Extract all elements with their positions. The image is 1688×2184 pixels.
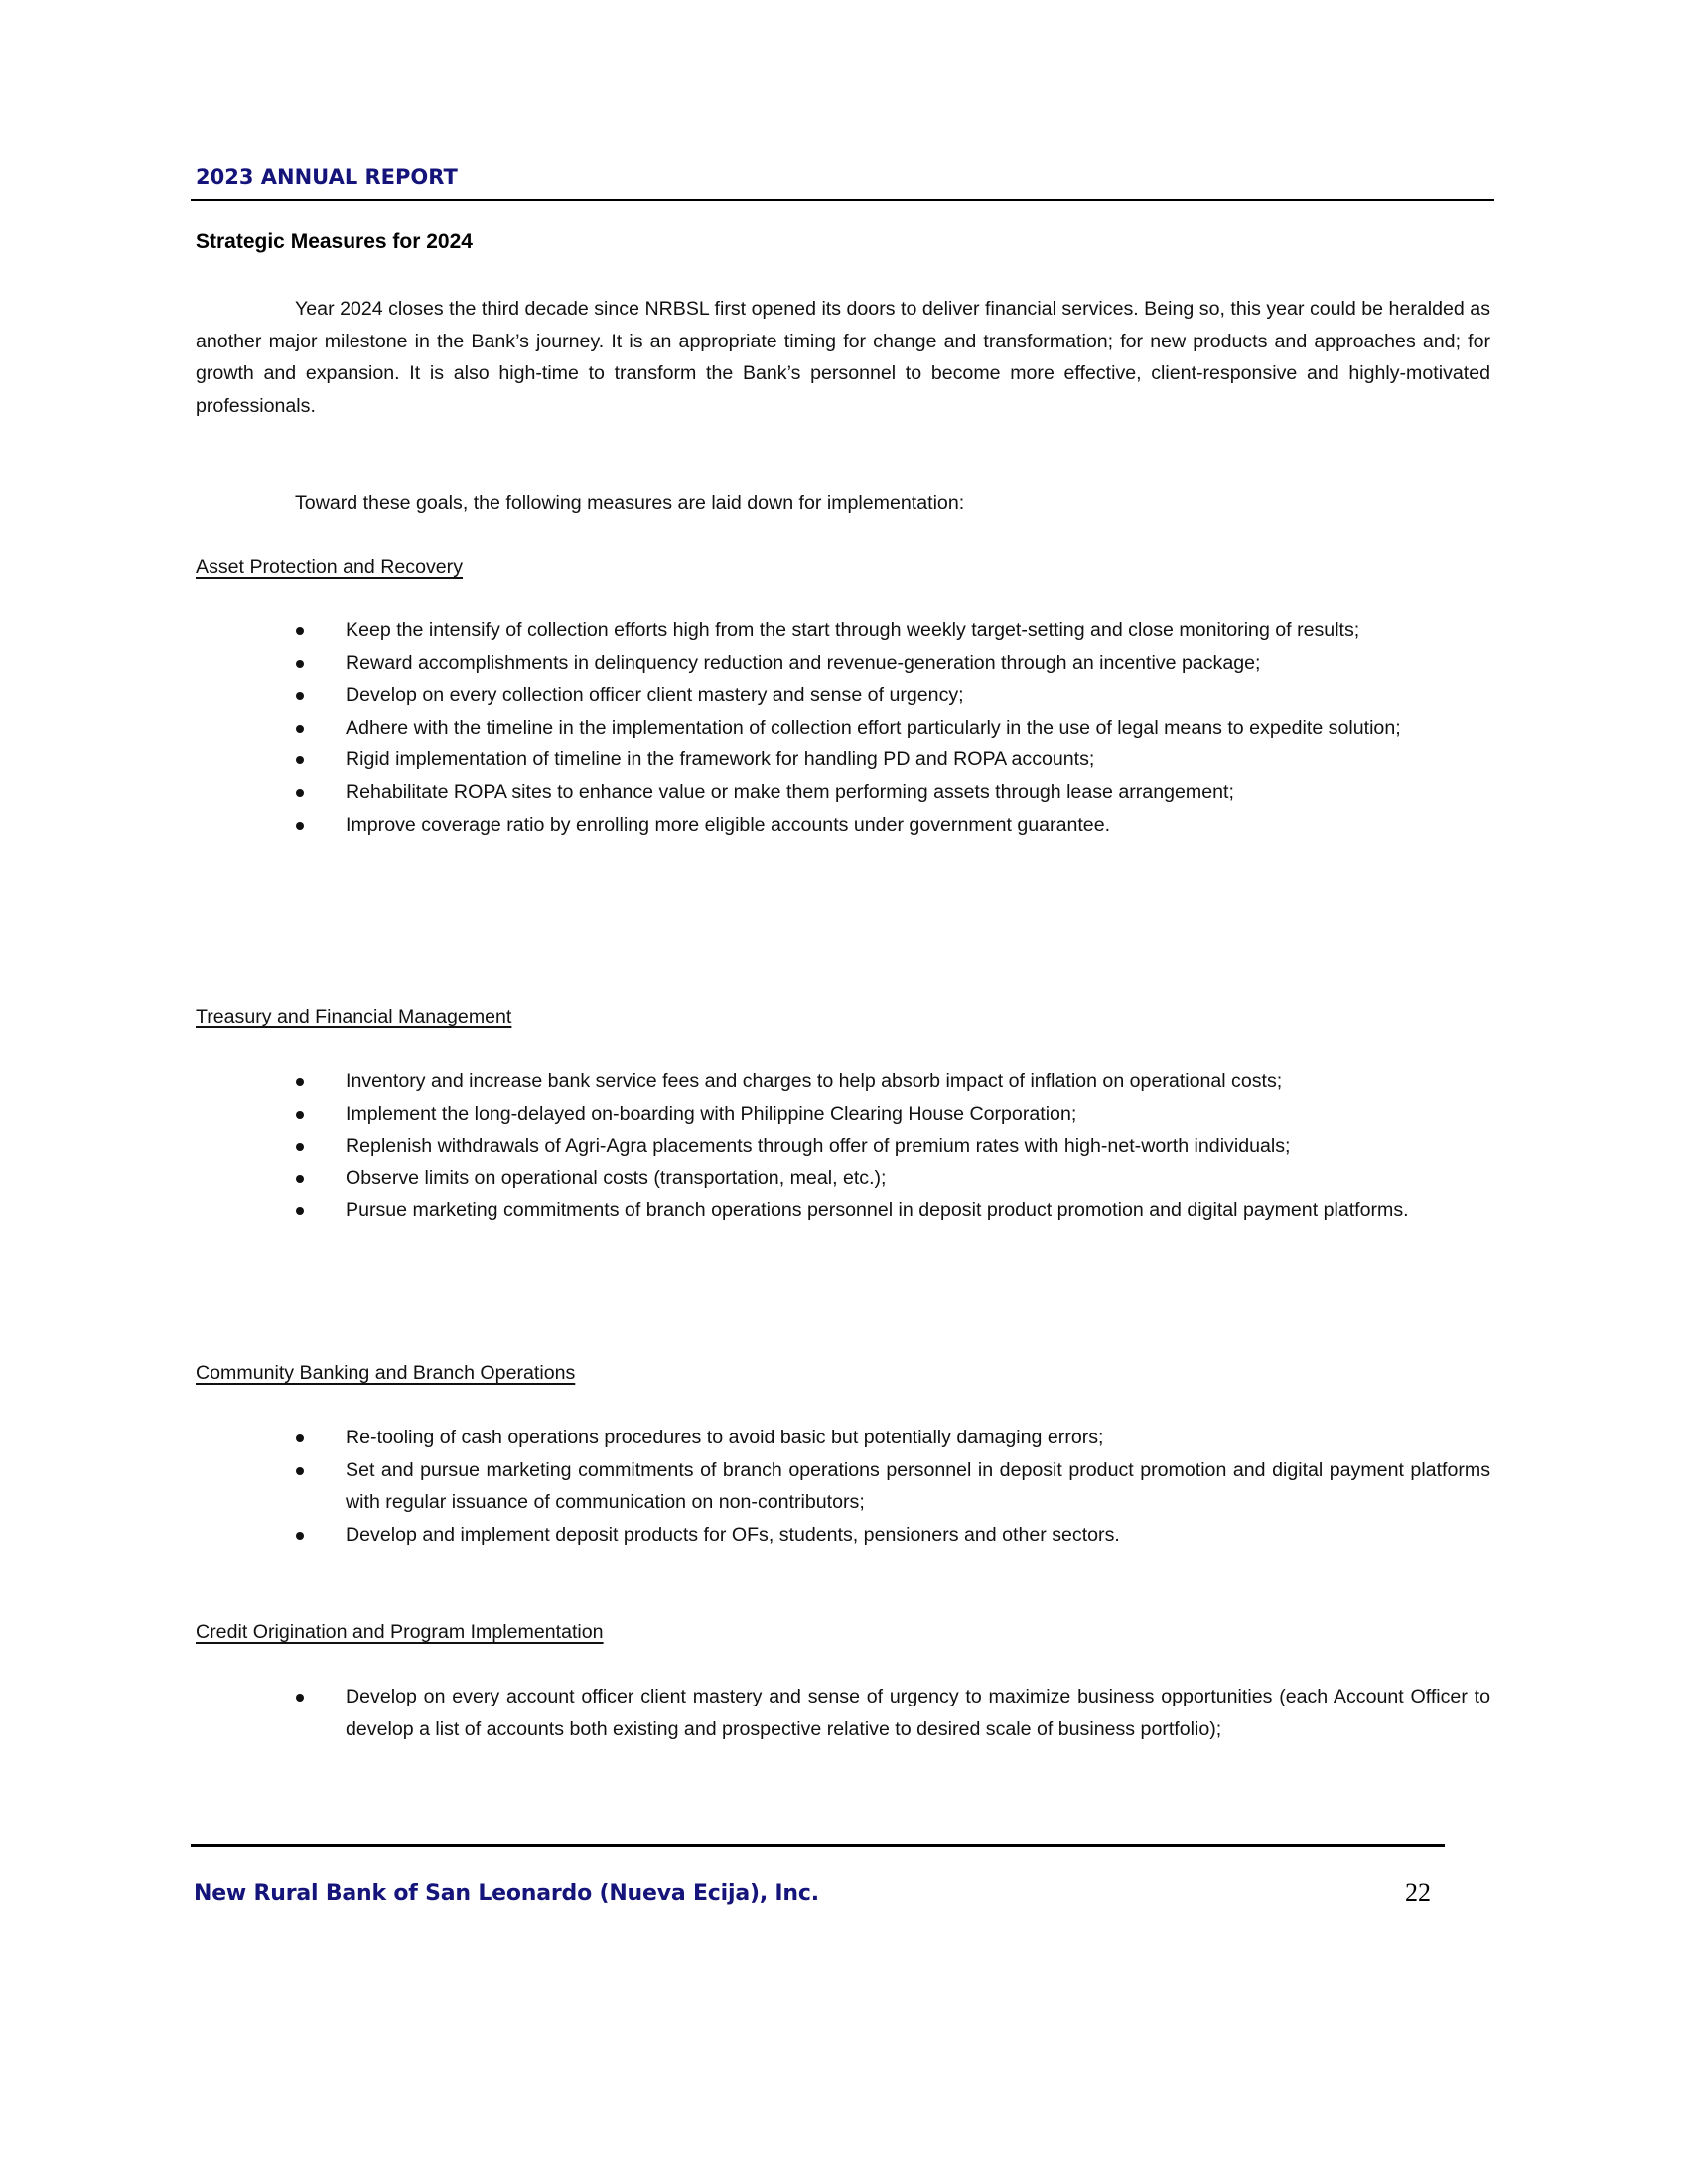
- section-heading-credit-origination: Credit Origination and Program Implementation: [196, 1621, 604, 1643]
- bullet-icon: [296, 1175, 304, 1183]
- bullet-icon: [296, 1532, 304, 1540]
- bullet-icon: [296, 756, 304, 764]
- list-item: Set and pursue marketing commitments of branch operations personnel in deposit product promotion and digital payment platforms with regular issuance of communication on non-contributors;: [196, 1454, 1490, 1519]
- credit-origination-list: [196, 1681, 1490, 1745]
- list-item: Keep the intensify of collection efforts high from the start through weekly target-setting and close monitoring of results;: [196, 614, 1490, 647]
- list-item: Implement the long-delayed on-boarding with Philippine Clearing House Corporation;: [196, 1098, 1490, 1131]
- bullet-icon: [296, 725, 304, 733]
- bullet-icon: [296, 660, 304, 668]
- list-item: Improve coverage ratio by enrolling more eligible accounts under government guarantee.: [196, 809, 1490, 842]
- bullet-icon: [296, 1467, 304, 1475]
- list-item: Develop on every account officer client mastery and sense of urgency to maximize business opportunities (each Account Officer to develop a list of accounts both existing and prospective relative to desired scale of business portfolio);: [196, 1681, 1490, 1745]
- header-rule: [191, 199, 1494, 201]
- section-heading-asset-protection: Asset Protection and Recovery: [196, 556, 464, 578]
- page-title: Strategic Measures for 2024: [196, 230, 473, 253]
- bullet-icon: [296, 789, 304, 797]
- list-item: Reward accomplishments in delinquency reduction and revenue-generation through an incentive package;: [196, 647, 1490, 680]
- list-item: Pursue marketing commitments of branch operations personnel in deposit product promotion and digital payment platforms.: [196, 1194, 1490, 1227]
- asset-protection-list: [196, 614, 1490, 841]
- bullet-icon: [296, 1694, 304, 1702]
- bullet-icon: [296, 692, 304, 700]
- lead-in-paragraph: Toward these goals, the following measures are laid down for implementation:: [295, 492, 965, 514]
- bullet-icon: [296, 627, 304, 635]
- page-number: 22: [1405, 1878, 1431, 1907]
- bullet-icon: [296, 1207, 304, 1215]
- list-item: Re-tooling of cash operations procedures to avoid basic but potentially damaging errors;: [196, 1422, 1490, 1454]
- bullet-icon: [296, 1078, 304, 1086]
- list-item: Inventory and increase bank service fees and charges to help absorb impact of inflation on operational costs;: [196, 1065, 1490, 1098]
- list-item: Adhere with the timeline in the implementation of collection effort particularly in the use of legal means to expedite solution;: [196, 712, 1490, 745]
- list-item: Develop on every collection officer client mastery and sense of urgency;: [196, 679, 1490, 712]
- bullet-icon: [296, 1111, 304, 1119]
- community-banking-list: [196, 1422, 1490, 1551]
- footer-rule: [191, 1844, 1445, 1847]
- list-item: Rehabilitate ROPA sites to enhance value or make them performing assets through lease arrangement;: [196, 776, 1490, 809]
- section-heading-treasury: Treasury and Financial Management: [196, 1006, 512, 1027]
- list-item: Develop and implement deposit products for OFs, students, pensioners and other sectors.: [196, 1519, 1490, 1552]
- running-header-title: 2023 ANNUAL REPORT: [196, 165, 458, 189]
- list-item: Rigid implementation of timeline in the framework for handling PD and ROPA accounts;: [196, 744, 1490, 776]
- section-heading-community-banking: Community Banking and Branch Operations: [196, 1362, 576, 1384]
- list-item: Replenish withdrawals of Agri-Agra placements through offer of premium rates with high-net-worth individuals;: [196, 1130, 1490, 1162]
- bullet-icon: [296, 1434, 304, 1442]
- intro-paragraph: Year 2024 closes the third decade since NRBSL first opened its doors to deliver financial services. Being so, this year could be heralded as another major milestone in the Bank’s journey. It is an appropriate timing for change and transformation; for new products and approaches and; for growth and expansion. It is also high-time to transform the Bank’s personnel to become more effective, client-responsive and highly-motivated professionals.: [196, 298, 1490, 417]
- bullet-icon: [296, 1143, 304, 1151]
- treasury-list: [196, 1065, 1490, 1227]
- list-item: Observe limits on operational costs (transportation, meal, etc.);: [196, 1162, 1490, 1195]
- bullet-icon: [296, 822, 304, 830]
- footer-organization-name: New Rural Bank of San Leonardo (Nueva Ecija), Inc.: [194, 1881, 819, 1906]
